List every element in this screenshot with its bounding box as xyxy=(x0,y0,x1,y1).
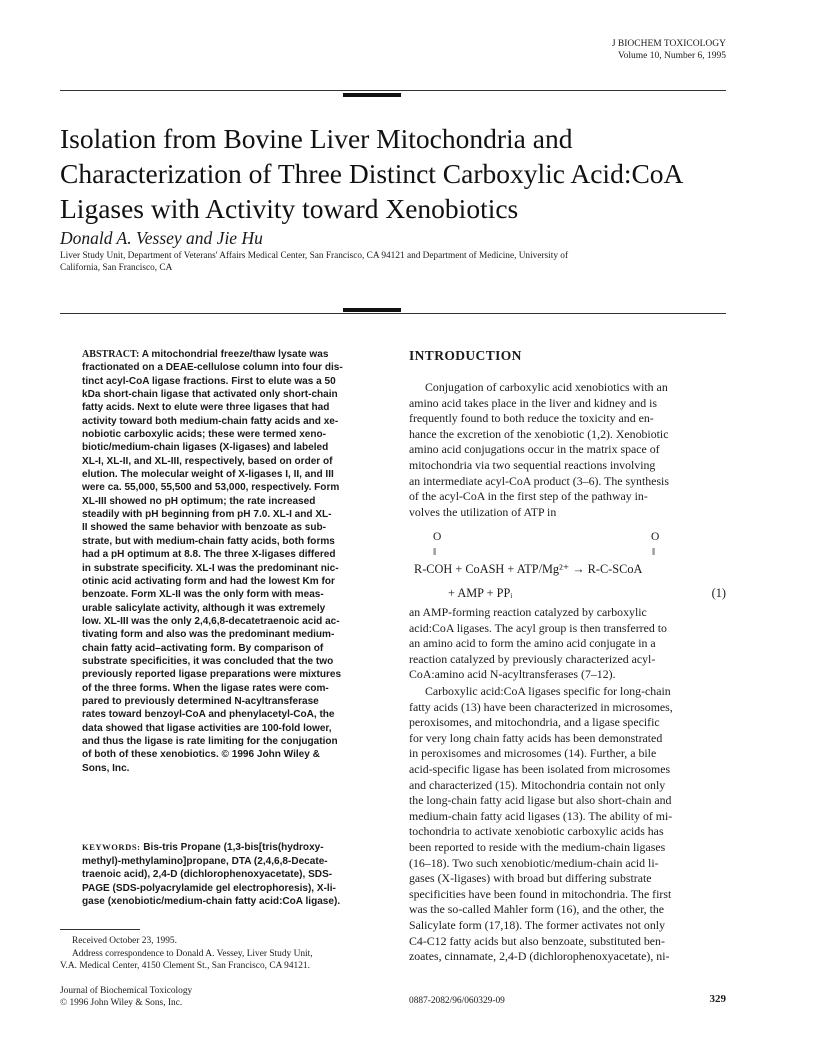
affiliation-line-2: California, San Francisco, CA xyxy=(60,262,173,273)
abstract-line: otinic acid activating form and had the lowest Km for xyxy=(82,575,335,587)
abstract-line: Sons, Inc. xyxy=(82,762,130,774)
affiliation xyxy=(60,251,720,274)
keywords xyxy=(82,841,378,909)
abstract-line: fractionated on a DEAE-cellulose column into four dis- xyxy=(82,362,343,374)
intro-line: an intermediate acyl-CoA product (3–6). The synthesis xyxy=(409,473,669,488)
equation-main: R-COH + CoASH + ATP/Mg²⁺ → R-C-SCoA xyxy=(414,562,643,576)
keywords-line: traenoic acid), 2,4-D (dichlorophenoxyacetate), SDS- xyxy=(82,869,333,880)
title-line-2: Characterization of Three Distinct Carboxylic Acid:CoA xyxy=(60,158,684,189)
keywords-label: KEYWORDS: xyxy=(82,842,141,852)
received-date: Received October 23, 1995. xyxy=(72,936,177,946)
intro-line: CoA:amino acid N-acyltransferases (7–12). xyxy=(409,667,616,682)
abstract-line: kDa short-chain ligase that activated only short-chain xyxy=(82,389,338,401)
title-line-1: Isolation from Bovine Liver Mitochondria and xyxy=(60,123,573,154)
intro-line: mitochondria via two sequential reactions involving xyxy=(409,457,656,472)
equation-oxygen-right: O xyxy=(651,531,660,543)
abstract-line: of the three forms. When the ligase rates were com- xyxy=(82,682,329,694)
equation-number: (1) xyxy=(711,586,726,600)
copyright: © 1996 John Wiley & Sons, Inc. xyxy=(60,998,183,1008)
intro-line: acid-specific ligase has been isolated from microsomes xyxy=(409,761,671,776)
abstract-line: fatty acids. Next to elute were three ligases that had xyxy=(82,402,330,414)
authors: Donald A. Vessey and Jie Hu xyxy=(60,228,263,248)
article-code: 0887-2082/96/060329-09 xyxy=(409,996,505,1006)
correspondence-address: V.A. Medical Center, 4150 Clement St., San Francisco, CA 94121. xyxy=(60,961,310,971)
intro-line: fatty acids (13) have been characterized in microsomes, xyxy=(409,699,673,714)
abstract-line: substrate specificities, it was concluded that the two xyxy=(82,655,334,667)
intro-paragraph-3 xyxy=(409,684,727,965)
abstract-line: activity toward both medium-chain fatty acids and xe- xyxy=(82,415,339,427)
intro-line: reaction catalyzed by previously characterized acyl- xyxy=(409,651,656,666)
journal-footer-name: Journal of Biochemical Toxicology xyxy=(60,986,193,996)
intro-line: an AMP-forming reaction catalyzed by carboxylic xyxy=(409,605,647,619)
footnotes xyxy=(60,935,380,973)
top-rule-bar xyxy=(343,93,401,97)
equation-double-bond-left: ‖ xyxy=(433,546,437,558)
abstract-line: were ca. 55,000, 55,500 and 53,000, respectively. Form xyxy=(82,482,340,494)
abstract-line: steadily with pH beginning from pH 7.0. XL-I and XL- xyxy=(82,509,332,521)
abstract-line: elution. The molecular weight of X-ligases I, II, and III xyxy=(82,469,334,481)
intro-line: (16–18). Two such xenobiotic/medium-chain acid li- xyxy=(409,855,659,870)
abstract-label: ABSTRACT: xyxy=(82,349,140,360)
abstract-line: in substrate specificity. XL-I was the predominant nic- xyxy=(82,562,339,574)
keywords-line: methyl)-methylamino]propane, DTA (2,4,6,8-Decate- xyxy=(82,855,328,867)
journal-footer xyxy=(60,985,192,1009)
abstract-line: II showed the same behavior with benzoate as sub- xyxy=(82,522,326,534)
intro-line: hance the excretion of the xenobiotic (1,2). Xenobiotic xyxy=(409,426,669,441)
keywords-line: PAGE (SDS-polyacrylamide gel electrophoresis), X-li- xyxy=(82,882,336,894)
keywords-line: gase (xenobiotic/medium-chain fatty acid:CoA ligase). xyxy=(82,896,341,907)
abstract-line: strate, but with medium-chain fatty acids, both forms xyxy=(82,535,335,547)
intro-line: in peroxisomes and microsomes (14). Further, a bile xyxy=(409,746,657,761)
abstract xyxy=(82,348,378,775)
intro-line: amino acid conjugations occur in the matrix space of xyxy=(409,442,660,457)
abstract-line: and thus the ligase is rate limiting for the conjugation xyxy=(82,735,338,747)
abstract-line: tinct acyl-CoA ligase fractions. First to elute was a 50 xyxy=(82,375,336,387)
equation-double-bond-right: ‖ xyxy=(652,546,656,558)
intro-paragraph-2 xyxy=(409,605,727,683)
abstract-line: data showed that ligase activities are 100-fold lower, xyxy=(82,722,332,734)
intro-line: been reported to reside with the medium-chain ligases xyxy=(409,839,666,854)
equation-second-line: + AMP + PPᵢ xyxy=(448,586,513,600)
abstract-line: had a pH optimum at 8.8. The three X-ligases differed xyxy=(82,549,336,561)
keywords-line: KEYWORDS: Bis-tris Propane (1,3-bis[tris(hydroxy- xyxy=(82,842,324,853)
abstract-line: tivating form and also was the predominant medium- xyxy=(82,629,335,641)
abstract-line: chain fatty acid–activating form. By comparison of xyxy=(82,642,324,654)
journal-volume: Volume 10, Number 6, 1995 xyxy=(617,51,726,61)
intro-line: and characterized (15). Mitochondria contain not only xyxy=(409,777,666,792)
intro-line: frequently found to both reduce the toxicity and en- xyxy=(409,411,654,426)
intro-line: of the acyl-CoA in the first step of the pathway in- xyxy=(409,489,648,504)
intro-line: the long-chain fatty acid ligase but also short-chain and xyxy=(409,793,672,808)
abstract-line: XL-III showed no pH optimum; the rate increased xyxy=(82,495,316,507)
abstract-line: previously reported ligase preparations were mixtures xyxy=(82,669,342,681)
journal-header xyxy=(612,38,726,62)
intro-line: acid:CoA ligases. The acyl group is then transferred to xyxy=(409,620,667,635)
introduction-heading: INTRODUCTION xyxy=(409,348,522,363)
title-line-3: Ligases with Activity toward Xenobiotics xyxy=(60,193,519,224)
intro-line: zoates, cinnamate, 2,4-D (dichlorophenoxyacetate), ni- xyxy=(409,949,670,964)
intro-line: C4-C12 fatty acids but also benzoate, substituted ben- xyxy=(409,933,665,948)
intro-line: an amino acid to form the amino acid conjugate in a xyxy=(409,636,656,651)
mid-rule xyxy=(60,313,726,314)
top-rule xyxy=(60,90,726,91)
intro-line: tochondria to activate xenobiotic carboxylic acids has xyxy=(409,824,664,839)
correspondence: Address correspondence to Donald A. Vessey, Liver Study Unit, xyxy=(72,948,313,959)
intro-line: Salicylate form (17,18). The former activates not only xyxy=(409,917,665,932)
abstract-line: rates toward benzoyl-CoA and phenylacetyl-CoA, the xyxy=(82,709,335,721)
intro-line: volves the utilization of ATP in xyxy=(409,504,557,519)
abstract-line: benzoate. Form XL-II was the only form with meas- xyxy=(82,589,324,601)
abstract-line: low. XL-III was the only 2,4,6,8-decatetraenoic acid ac- xyxy=(82,615,340,627)
abstract-line: pared to previously determined N-acyltransferase xyxy=(82,695,319,707)
intro-line: amino acid takes place in the liver and kidney and is xyxy=(409,395,657,410)
intro-line: peroxisomes, and mitochondria, and a ligase specific xyxy=(409,715,660,730)
intro-paragraph-1 xyxy=(409,380,727,520)
abstract-line: biotic/medium-chain ligases (X-ligases) and labeled xyxy=(82,442,329,454)
article-title xyxy=(60,121,760,226)
abstract-line: XL-I, XL-II, and XL-III, respectively, based on order of xyxy=(82,455,333,467)
abstract-line: urable salicylate activity, although it was extremely xyxy=(82,602,326,614)
abstract-line: of both of these xenobiotics. © 1996 John Wiley & xyxy=(82,749,320,761)
intro-line: specificities have been found in mitochondria. The first xyxy=(409,886,672,901)
abstract-line: ABSTRACT: A mitochondrial freeze/thaw lysate was xyxy=(82,349,329,360)
abstract-line: nobiotic carboxylic acids; these were termed xeno- xyxy=(82,429,326,441)
affiliation-line-1: Liver Study Unit, Department of Veterans' Affairs Medical Center, San Francisco, CA 94121 and Department of Medicine, University of xyxy=(60,251,569,261)
page-number: 329 xyxy=(709,993,726,1005)
mid-rule-bar xyxy=(343,308,401,312)
journal-name: J BIOCHEM TOXICOLOGY xyxy=(611,39,726,49)
footnote-rule xyxy=(60,929,140,930)
intro-line: medium-chain fatty acid ligases (13). The ability of mi- xyxy=(409,808,673,823)
equation-oxygen-left: O xyxy=(433,531,442,543)
intro-line: for very long chain fatty acids has been demonstrated xyxy=(409,730,663,745)
intro-line: was the so-called Mahler form (16), and the other, the xyxy=(409,902,665,917)
intro-line: Carboxylic acid:CoA ligases specific for long-chain xyxy=(425,684,671,698)
intro-line: gases (X-ligases) with broad but differing substrate xyxy=(409,871,652,886)
intro-line: Conjugation of carboxylic acid xenobiotics with an xyxy=(425,380,668,394)
